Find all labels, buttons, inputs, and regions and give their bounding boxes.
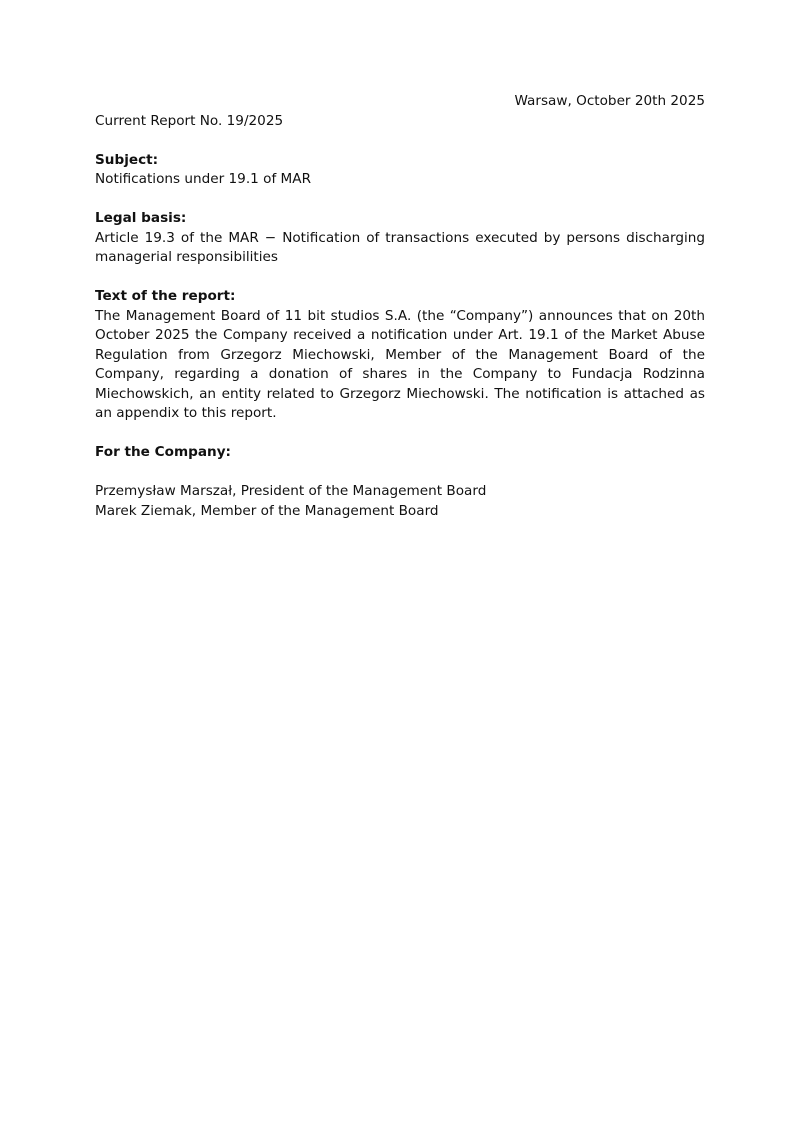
signature-block <box>95 482 705 521</box>
signature-line-president: Przemysław Marszał, President of the Management Board <box>95 483 487 499</box>
report-text-heading: Text of the report: <box>95 288 236 304</box>
report-text-section <box>95 287 705 424</box>
signatures-section <box>95 443 705 521</box>
signatures-heading: For the Company: <box>95 444 231 460</box>
legal-basis-heading: Legal basis: <box>95 210 187 226</box>
subject-section <box>95 151 705 190</box>
dateline: Warsaw, October 20th 2025 <box>514 93 705 109</box>
signature-line-member: Marek Ziemak, Member of the Management Board <box>95 502 439 519</box>
subject-text: Notifications under 19.1 of MAR <box>95 171 312 187</box>
report-text-body: The Management Board of 11 bit studios S.A. (the “Company”) announces that on 20th October 2025 the Company received a notification under Art. 19.1 of the Market Abuse Regulation from Grzegorz Miechowski, Member of the Management Board of the Company, regarding a donation of shares in the Company to Fundacja Rodzinna Miechowskich, an entity related to Grzegorz Miechowski. The notification is attached as an appendix to this report. <box>95 307 705 421</box>
subject-heading: Subject: <box>95 151 159 168</box>
legal-basis-section <box>95 209 705 268</box>
report-number: Current Report No. 19/2025 <box>95 112 284 129</box>
document-page <box>95 92 705 541</box>
legal-basis-text: Article 19.3 of the MAR − Notification of transactions executed by persons discharging managerial responsibilities <box>95 229 705 265</box>
